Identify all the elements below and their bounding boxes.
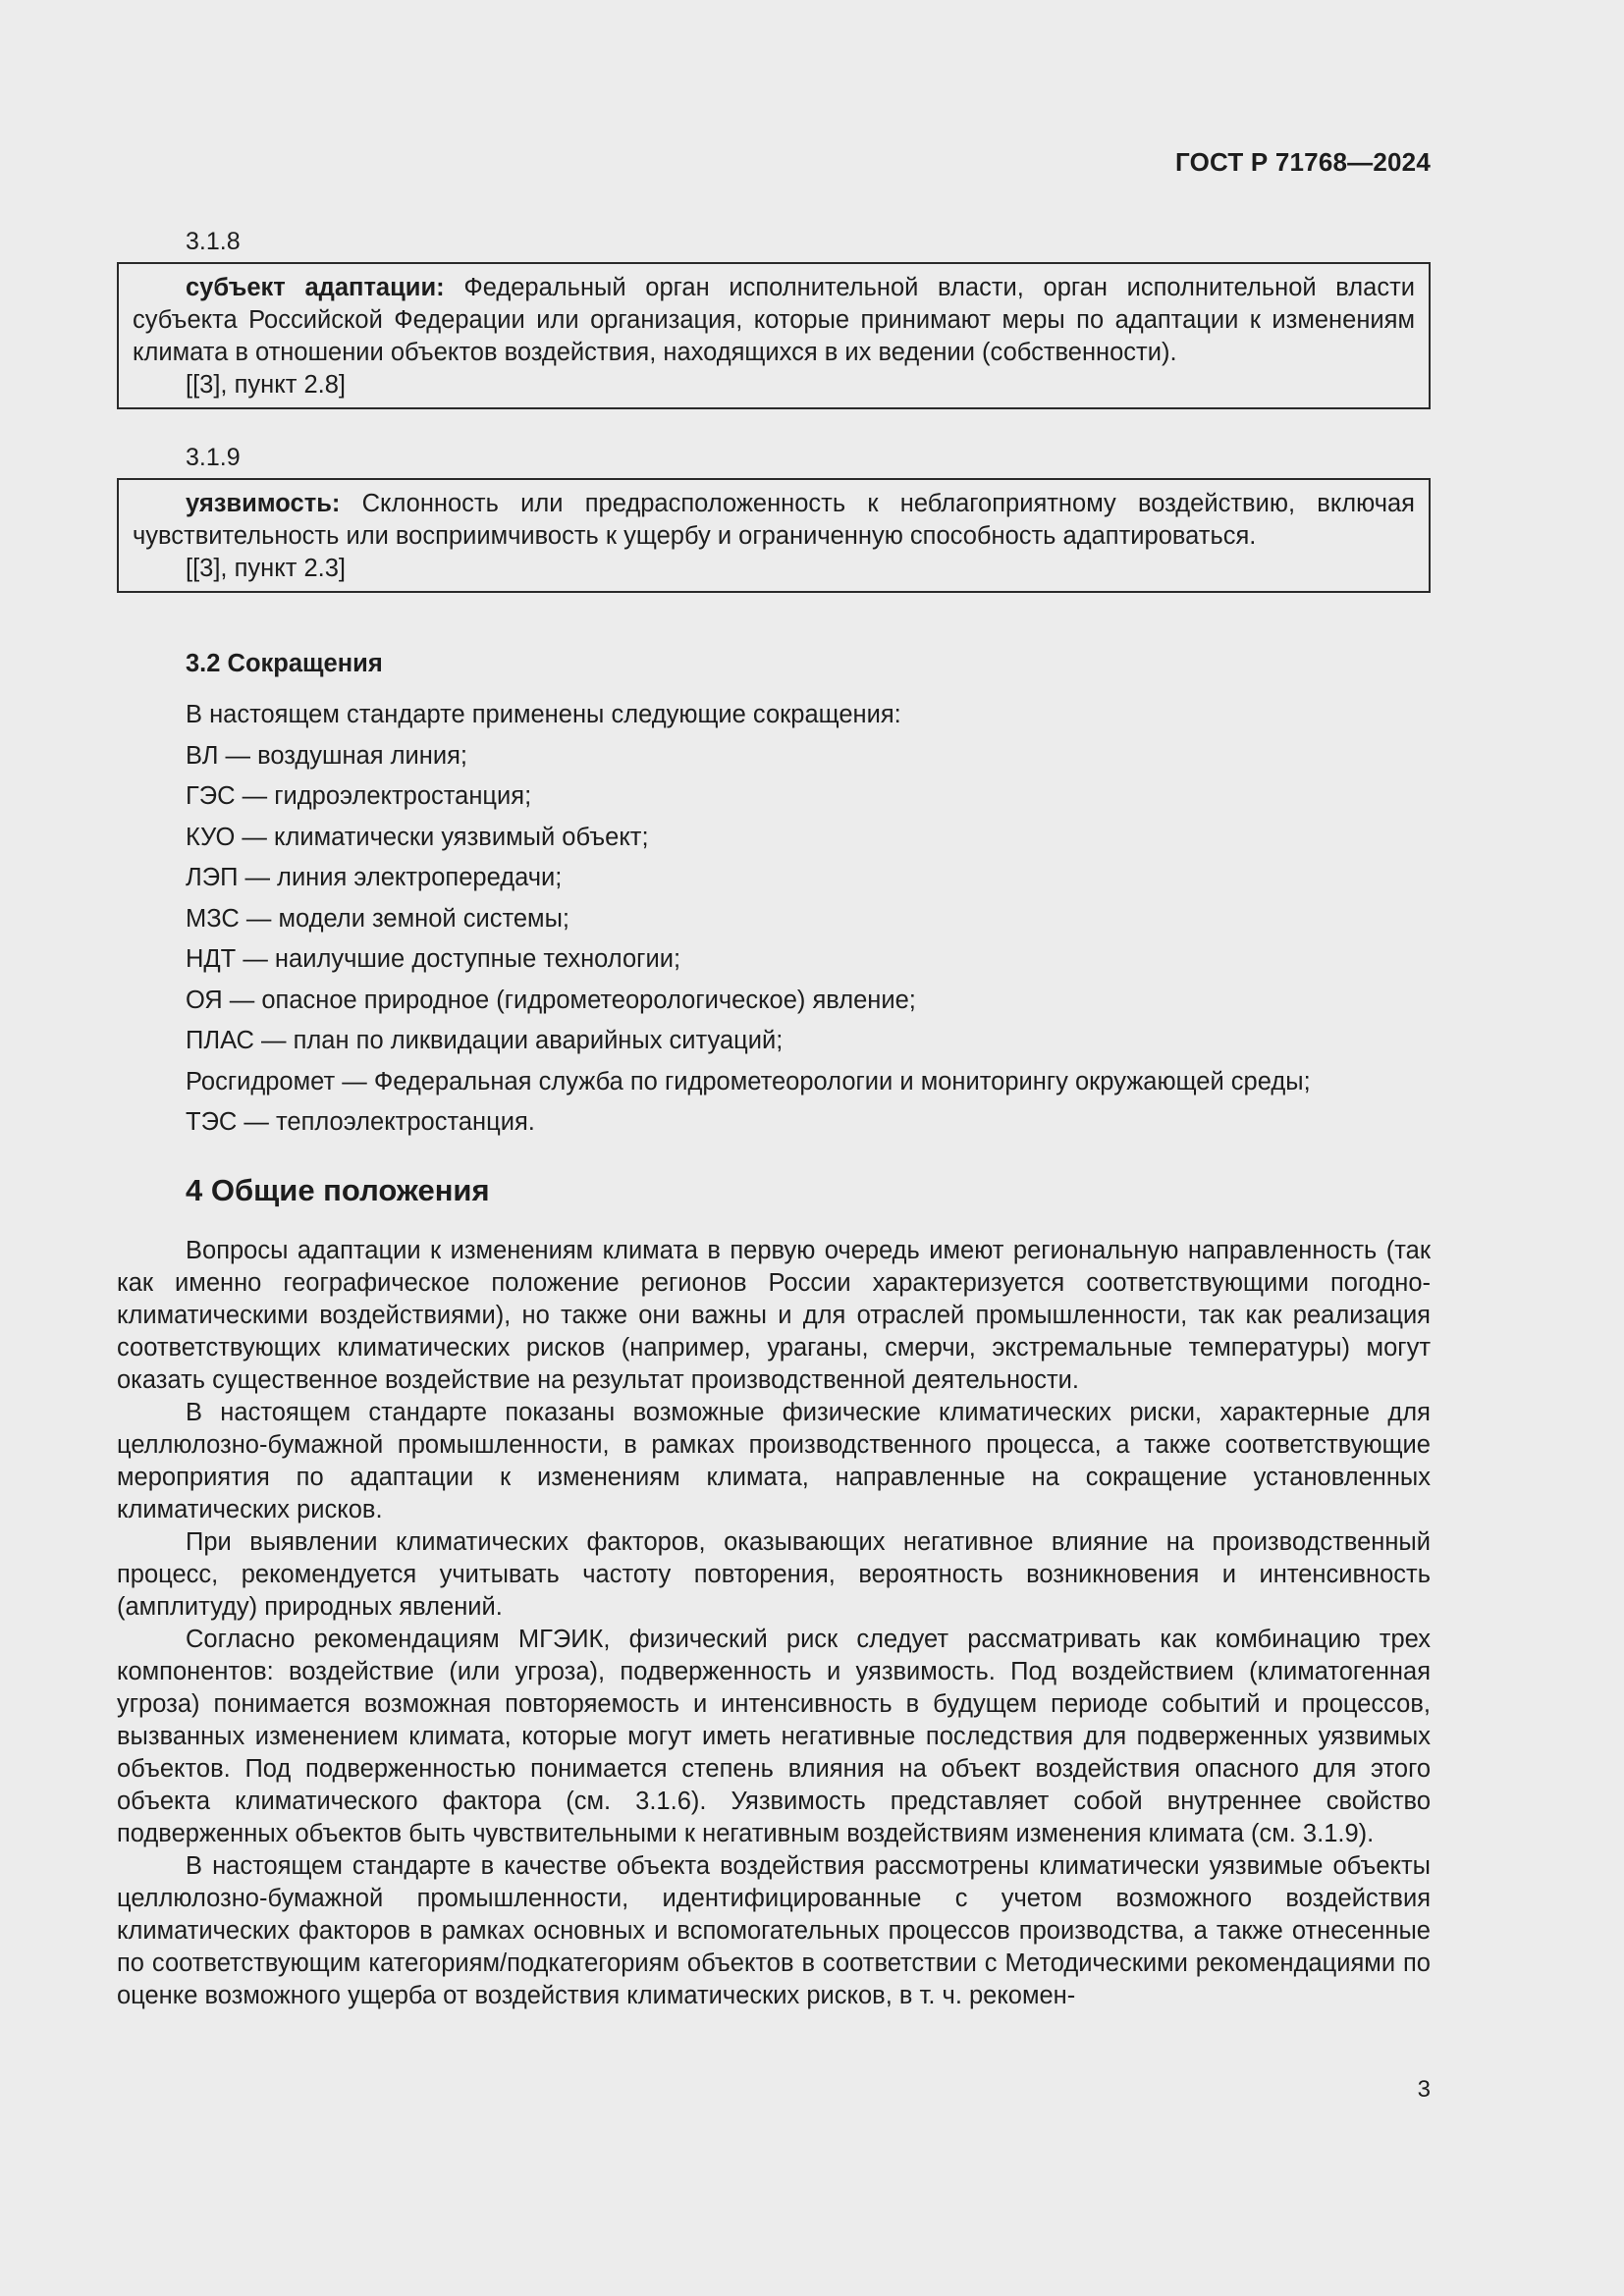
abbreviation-item: КУО — климатически уязвимый объект; <box>186 823 649 851</box>
abbreviation-item: ТЭС — теплоэлектростанция. <box>186 1108 535 1136</box>
body-paragraph: Согласно рекомендациям МГЭИК, физический риск следует рассматривать как комбинацию трех компонентов: воздействие (или угроза), подверженность и уязвимость. Под воздействием (климатогенная угроза) понимается возможная повторяемость и интенсивность в будущем периоде событий и процессов, вызванных изменением климата, которые могут иметь негативные последствия для подверженных уязвимых объектов. Под подверженностью понимается степень влияния на объект воздействия опасного для этого объекта климатического фактора (см. 3.1.6). Уязвимость представляет собой внутреннее свойство подверженных объектов быть чувствительными к негативным воздействиям изменения климата (см. 3.1.9). <box>117 1626 1431 1847</box>
document-code-header: ГОСТ Р 71768—2024 <box>1175 147 1431 177</box>
abbreviation-item: МЗС — модели земной системы; <box>186 904 569 933</box>
term-number: 3.1.8 <box>186 228 241 255</box>
abbreviation-list <box>186 695 1311 1144</box>
abbreviation-item: ЛЭП — линия электропередачи; <box>186 864 563 891</box>
term-number: 3.1.9 <box>186 444 241 471</box>
abbreviation-intro: В настоящем стандарте применены следующие сокращения: <box>186 701 901 728</box>
term-title: уязвимость: <box>186 490 341 517</box>
abbreviation-item: ОЯ — опасное природное (гидрометеорологическое) явление; <box>186 986 916 1014</box>
abbreviation-item: ВЛ — воздушная линия; <box>186 741 467 770</box>
term-definition-box <box>117 262 1431 409</box>
term-title: субъект адаптации: <box>186 274 445 301</box>
abbreviation-item: ПЛАС — план по ликвидации аварийных ситуаций; <box>186 1027 784 1054</box>
page-number: 3 <box>1417 2076 1431 2103</box>
abbreviation-item: ГЭС — гидроэлектростанция; <box>186 782 532 810</box>
abbreviation-item: НДТ — наилучшие доступные технологии; <box>186 945 681 973</box>
body-paragraph: В настоящем стандарте показаны возможные физические климатических риски, характерные для целлюлозно-бумажной промышленности, в рамках производственного процесса, а также соответствующие мероприятия по адаптации к изменениям климата, направленные на сокращение установленных климатических рисков. <box>117 1399 1431 1523</box>
abbreviation-item: Росгидромет — Федеральная служба по гидрометеорологии и мониторингу окружающей среды; <box>186 1067 1311 1095</box>
term-definition-text: Склонность или предрасположенность к неблагоприятному воздействию, включая чувствительность или восприимчивость к ущербу и ограниченную способность адаптироваться. <box>133 490 1415 550</box>
term-definition-box <box>117 478 1431 593</box>
term-definition <box>133 488 1415 553</box>
term-source: [[3], пункт 2.8] <box>186 371 346 399</box>
term-source: [[3], пункт 2.3] <box>186 555 346 582</box>
body-paragraph: Вопросы адаптации к изменениям климата в первую очередь имеют региональную направленность (так как именно географическое положение регионов России характеризуется соответствующими погодно-климатическими воздействиями), но также они важны и для отраслей промышленности, так как реализация соответствующих климатических рисков (например, ураганы, смерчи, экстремальные температуры) могут оказать существенное воздействие на результат производственной деятельности. <box>117 1237 1431 1394</box>
section-title: 4 Общие положения <box>186 1173 490 1207</box>
section-body <box>117 1235 1431 2012</box>
body-paragraph: При выявлении климатических факторов, оказывающих негативное влияние на производственный процесс, рекомендуется учитывать частоту повторения, вероятность возникновения и интенсивность (амплитуду) природных явлений. <box>117 1528 1431 1621</box>
body-paragraph: В настоящем стандарте в качестве объекта воздействия рассмотрены климатически уязвимые объекты целлюлозно-бумажной промышленности, идентифицированные с учетом возможного воздействия климатических факторов в рамках основных и вспомогательных процессов производства, а также отнесенные по соответствующим категориям/подкатегориям объектов в соответствии с Методическими рекомендациями по оценке возможного ущерба от воздействия климатических рисков, в т. ч. рекомен- <box>117 1852 1431 2009</box>
section-heading: 3.2 Сокращения <box>186 650 383 677</box>
term-definition <box>133 272 1415 369</box>
term-definition-text: Федеральный орган исполнительной власти, орган исполнительной власти субъекта Российской Федерации или организация, которые принимают меры по адаптации к изменениям климата в отношении объектов воздействия, находящихся в их ведении (собственности). <box>133 274 1416 366</box>
